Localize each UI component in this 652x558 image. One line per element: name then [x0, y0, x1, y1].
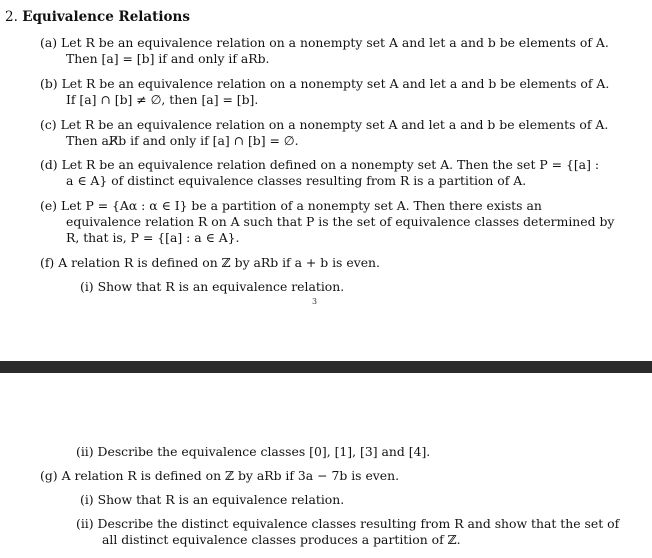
item-f-sub-i-text: Show that R is an equivalence relation. [97, 279, 345, 294]
item-f-sub-ii-label: (ii) [76, 444, 94, 459]
item-e-label: (e) [40, 198, 58, 213]
item-b-label: (b) [40, 76, 58, 91]
item-f-line1 [40, 255, 380, 271]
item-d-line2: a ∈ A} of distinct equivalence classes resulting from R is a partition of A. [66, 173, 527, 188]
item-g-sub-i-text: Show that R is an equivalence relation. [97, 492, 345, 507]
item-g-label: (g) [40, 468, 58, 483]
item-c-label: (c) [40, 117, 57, 132]
item-a-line2: Then [a] = [b] if and only if aRb. [66, 51, 270, 66]
item-c-line2: Then aR̸b if and only if [a] ∩ [b] = ∅. [66, 133, 299, 148]
item-g-text1: A relation R is defined on ℤ by aRb if 3a − 7b is even. [61, 468, 400, 483]
item-f-sub-i [80, 279, 344, 295]
item-g-sub-i [80, 492, 344, 508]
item-a-text1: Let R be an equivalence relation on a nonempty set A and let a and b be elements of A. [61, 35, 609, 50]
page-bottom [0, 373, 652, 558]
item-b-line1 [40, 76, 609, 92]
item-e-line2: equivalence relation R on A such that P is the set of equivalence classes determined by [66, 214, 615, 229]
item-a-line1 [40, 35, 609, 51]
item-e-line3: R, that is, P = {[a] : a ∈ A}. [66, 230, 240, 245]
item-f-text1: A relation R is defined on ℤ by aRb if a + b is even. [58, 255, 380, 270]
item-e-text1: Let P = {Aα : α ∈ I} be a partition of a nonempty set A. Then there exists an [60, 198, 542, 213]
problem-heading [5, 9, 190, 25]
item-g-sub-ii-line1 [76, 516, 619, 532]
item-g-sub-ii-line2: all distinct equivalence classes produces a partition of ℤ. [102, 532, 461, 547]
item-f-sub-ii-text: Describe the equivalence classes [0], [1], [3] and [4]. [97, 444, 431, 459]
item-f-label: (f) [40, 255, 55, 270]
item-g-line1 [40, 468, 399, 484]
problem-title: Equivalence Relations [22, 9, 190, 25]
page-break-divider [0, 361, 652, 373]
item-d-line1 [40, 157, 599, 173]
item-c-line1 [40, 117, 608, 133]
item-d-text1: Let R be an equivalence relation defined on a nonempty set A. Then the set P = {[a] : [61, 157, 600, 172]
item-f-sub-ii [76, 444, 430, 460]
item-g-sub-ii-text1: Describe the distinct equivalence classes resulting from R and show that the set of [97, 516, 620, 531]
page-number: 3 [312, 297, 318, 306]
item-a-label: (a) [40, 35, 58, 50]
item-b-text1: Let R be an equivalence relation on a nonempty set A and let a and b be elements of A. [61, 76, 610, 91]
item-c-text1: Let R be an equivalence relation on a nonempty set A and let a and b be elements of A. [60, 117, 609, 132]
item-d-label: (d) [40, 157, 58, 172]
item-g-sub-ii-label: (ii) [76, 516, 94, 531]
item-e-line1 [40, 198, 542, 214]
item-f-sub-i-label: (i) [80, 279, 94, 294]
problem-number: 2. [5, 9, 18, 25]
item-g-sub-i-label: (i) [80, 492, 94, 507]
item-b-line2: If [a] ∩ [b] ≠ ∅, then [a] = [b]. [66, 92, 259, 107]
